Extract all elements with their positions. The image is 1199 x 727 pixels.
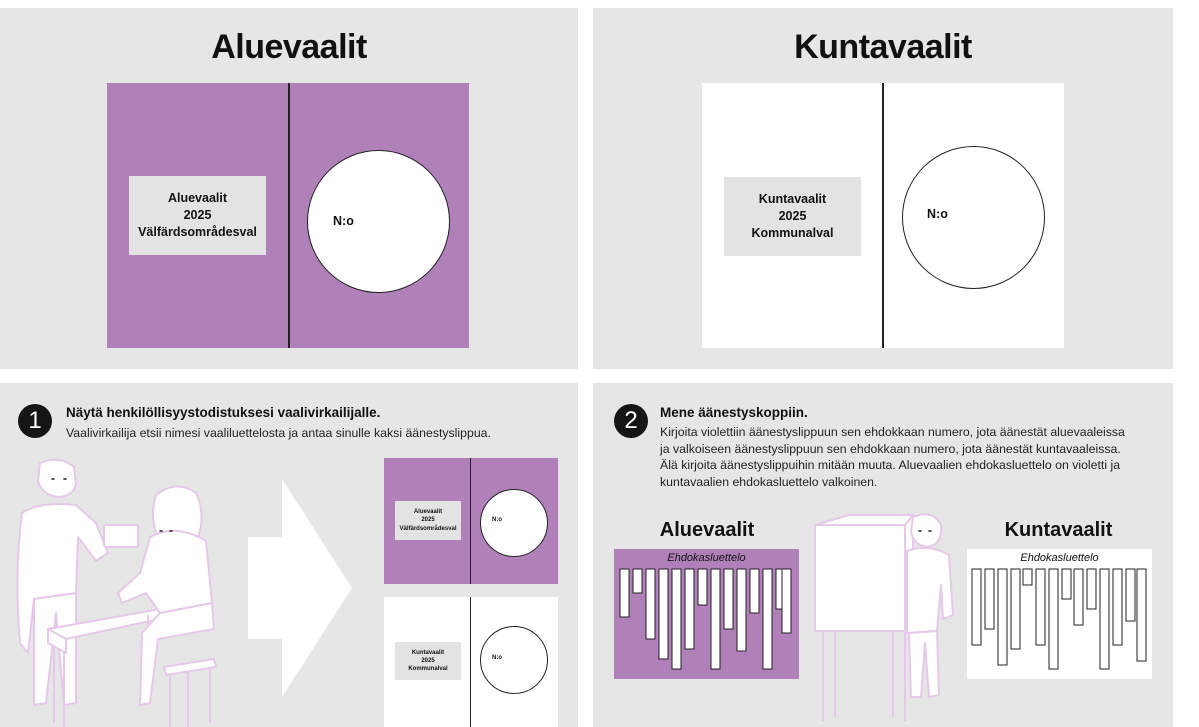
number-circle [307,150,450,293]
ballot-label-line: 2025 [421,657,435,664]
step-2-panel [593,383,1173,727]
regional-list-title: Aluevaalit [659,519,755,541]
ballot-label-line: Kommunalval [408,666,448,673]
municipal-candidate-list [967,549,1152,679]
ballot-label-line: Aluevaalit [167,191,228,206]
ballot-label [129,176,266,255]
step-2-body-line: Älä kirjoita äänestyslippuihin mitään muuta. Aluevaalien ehdokasluettelo on violetti ja [660,458,1121,472]
regional-title: Aluevaalit [211,28,367,66]
step-2-title: Mene äänestyskoppiin. [660,405,808,420]
arrow-right-icon [248,479,354,697]
candidate-list-header: Ehdokasluettelo [1020,552,1099,564]
municipal-title: Kuntavaalit [794,28,972,66]
step-1-title: Näytä henkilöllisyystodistuksesi vaalivirkailijalle. [66,405,381,420]
step-1-panel [0,383,578,727]
ballot-label-line: Kuntavaalit [758,192,827,207]
voting-booth-illustration [809,511,959,727]
step-2-body-line: kuntavaalien ehdokasluettelo valkoinen. [660,474,878,489]
number-label: N:o [492,517,502,523]
ballot-label-line: Välfärdsområdesval [138,224,257,239]
number-circle [480,626,548,694]
number-label: N:o [927,207,948,221]
ballot-label [395,501,461,540]
step-2-body-line: ja valkoiseen äänestyslippuun sen ehdokkaan numero, jota äänestät kuntavaaleissa. [660,441,1121,456]
step-2-body-line: Kirjoita violettiin äänestyslippuun sen ehdokkaan numero, jota äänestät aluevaaleissa [660,425,1125,439]
municipal-ballot-small [384,597,558,727]
candidate-columns-graphic [614,549,799,679]
ballot-fold-line [470,458,471,584]
number-circle [480,489,548,557]
ballot-label-line: 2025 [421,517,435,524]
number-label: N:o [333,214,354,228]
municipal-list-title: Kuntavaalit [1004,519,1113,541]
step-2-body [660,424,1125,490]
regional-ballot-panel [0,8,578,369]
municipal-ballot-panel [593,8,1173,369]
step-1-number: 1 [18,404,52,438]
regional-ballot-small [384,458,558,584]
ballot-fold-line [882,83,884,348]
ballot-label-line: 2025 [183,208,212,223]
number-circle [902,146,1045,289]
candidate-list-header: Ehdokasluettelo [667,552,746,564]
regional-candidate-list [614,549,799,679]
candidate-columns-graphic [967,549,1152,679]
regional-ballot [107,83,469,348]
step-2-number: 2 [614,404,648,438]
number-label: N:o [492,655,502,661]
ballot-label-line: Kommunalval [751,225,834,240]
municipal-ballot [702,83,1064,348]
ballot-label-line: Välfärdsområdesval [399,525,457,532]
ballot-fold-line [470,597,471,727]
ballot-fold-line [288,83,290,348]
step-1-body: Vaalivirkailija etsii nimesi vaaliluettelosta ja antaa sinulle kaksi äänestyslippua. [66,426,491,440]
ballot-label-line: 2025 [778,209,807,224]
ballot-label-line: Kuntavaalit [411,649,445,656]
people-at-desk-illustration [0,453,230,727]
ballot-label [395,642,461,680]
ballot-label [724,177,861,256]
ballot-label-line: Aluevaalit [413,509,443,516]
